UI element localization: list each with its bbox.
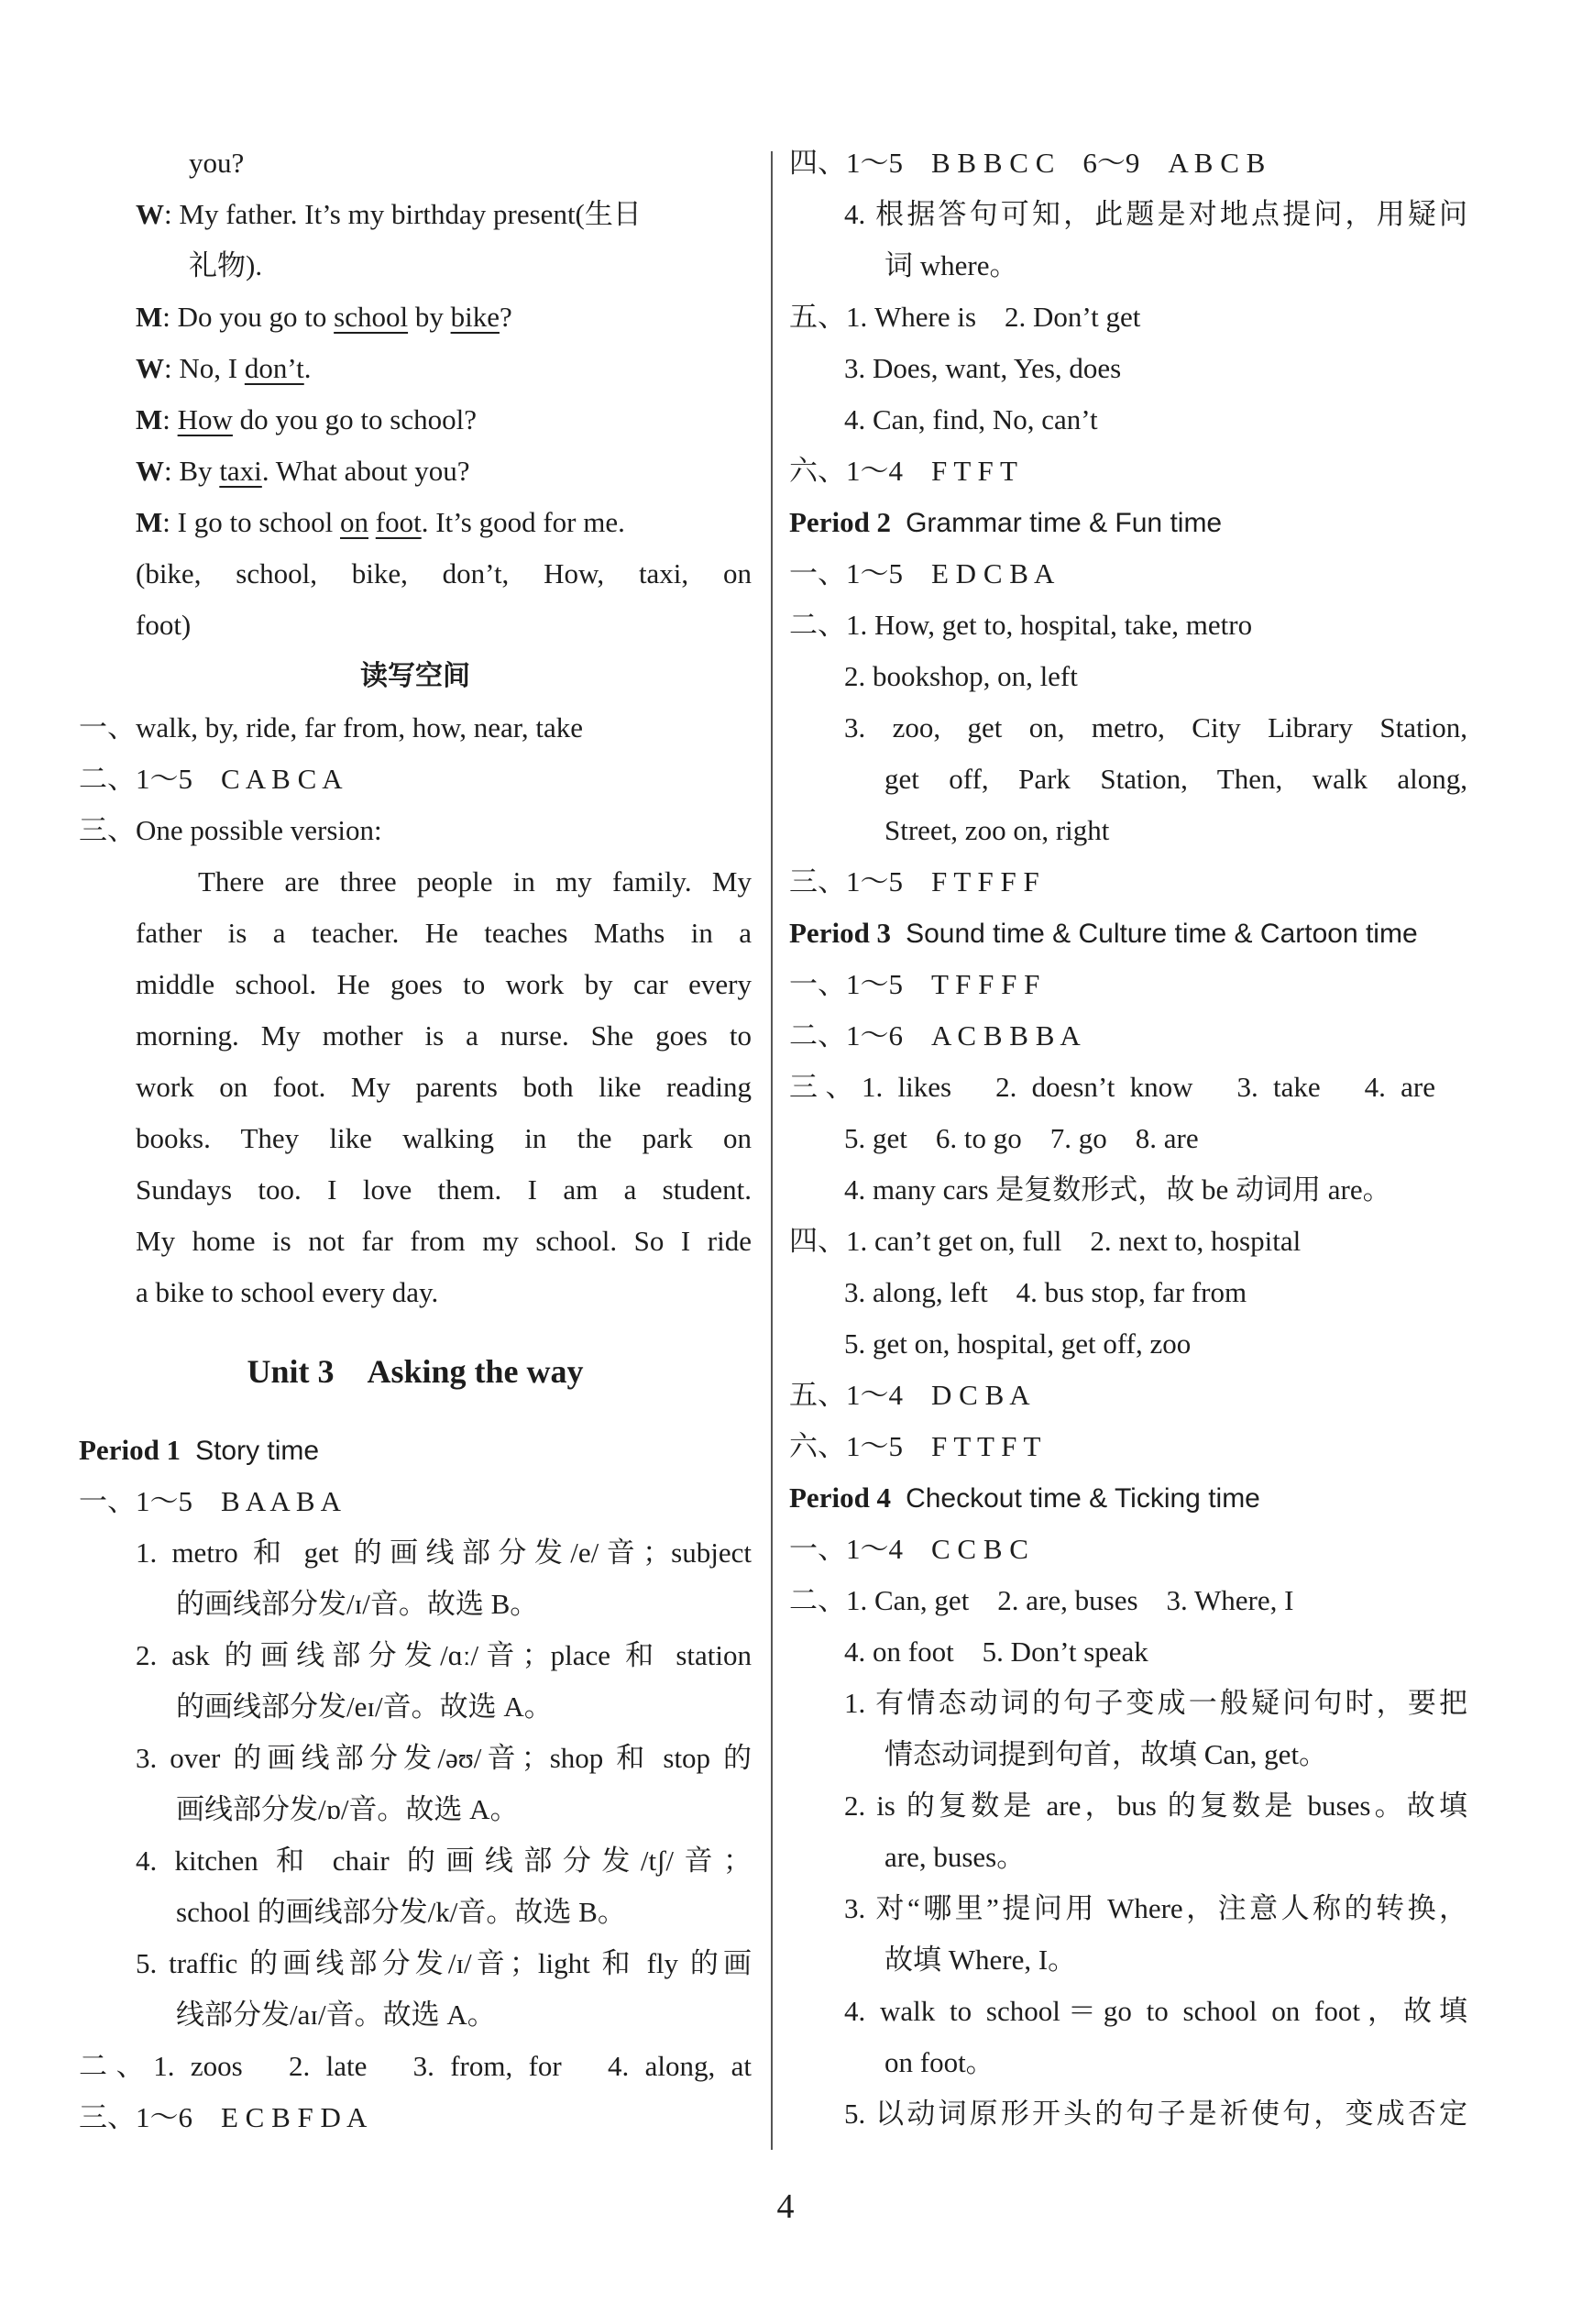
answer-line: 二、1. How, get to, hospital, take, metro <box>789 609 1253 641</box>
explanation-line: 5. 以动词原形开头的句子是祈使句，变成否定 <box>844 2098 1467 2130</box>
answer-line: 六、1～4 F T F T <box>789 455 1017 487</box>
explanation-line: school 的画线部分发/k/音。故选 B。 <box>176 1896 626 1928</box>
explanation-line: 4. kitchen 和 chair 的画线部分发/tʃ/音； <box>136 1845 752 1877</box>
essay-line: father is a teacher. He teaches Maths in a <box>136 917 752 949</box>
explanation-line: 4. walk to school＝go to school on foot，故填 <box>844 1995 1467 2027</box>
explanation-line: 线部分发/aɪ/音。故选 A。 <box>176 1999 496 2031</box>
answer-line: 五、1～4 D C B A <box>789 1379 1030 1411</box>
explanation-line: on foot。 <box>884 2046 994 2078</box>
answer-line: 三、1～5 F T F F F <box>789 865 1039 898</box>
explanation-line: 2. ask 的画线部分发/ɑː/音；place 和 station <box>136 1639 752 1671</box>
answer-line: 五、1. Where is 2. Don’t get <box>789 301 1141 333</box>
dialogue-line: M: I go to school on foot. It’s good for me. <box>136 506 625 538</box>
answer-line: 3. Does, want, Yes, does <box>844 352 1122 384</box>
explanation-line: 情态动词提到句首，故填 Can, get。 <box>884 1738 1328 1770</box>
essay-line: work on foot. My parents both like reading <box>136 1071 752 1103</box>
essay-line: My home is not far from my school. So I ride <box>136 1225 752 1257</box>
dialogue-line: M: Do you go to school by bike? <box>136 301 512 333</box>
dialogue-line: M: How do you go to school? <box>136 403 477 435</box>
explanation-line: 的画线部分发/ɪ/音。故选 B。 <box>176 1588 539 1620</box>
answer-line: 5. get on, hospital, get off, zoo <box>844 1327 1192 1360</box>
answer-line: 4. Can, find, No, can’t <box>844 403 1098 435</box>
column-divider <box>771 151 773 2150</box>
dialogue-line: you? <box>189 147 245 179</box>
essay-line: There are three people in my family. My <box>198 865 752 898</box>
period-heading: Period 3 Sound time & Culture time & Cartoon time <box>789 917 1418 949</box>
dialogue-answers: (bike, school, bike, don’t, How, taxi, on <box>136 557 752 589</box>
answer-line: 四、1. can’t get on, full 2. next to, hospital <box>789 1225 1302 1257</box>
explanation-line: 4. many cars 是复数形式，故 be 动词用 are。 <box>844 1173 1391 1206</box>
answer-line: 一、1～5 T F F F F <box>789 968 1040 1000</box>
answer-line: 六、1～5 F T T F T <box>789 1430 1041 1462</box>
answer-line: 一、walk, by, ride, far from, how, near, take <box>79 711 583 743</box>
answer-line: 2. bookshop, on, left <box>844 660 1078 692</box>
answer-line: 一、1～4 C C B C <box>789 1533 1028 1565</box>
period-heading: Period 4 Checkout time & Ticking time <box>789 1481 1260 1514</box>
answer-line: 5. get 6. to go 7. go 8. are <box>844 1122 1199 1154</box>
essay-line: morning. My mother is a nurse. She goes to <box>136 1019 752 1052</box>
answer-line: 二、1. Can, get 2. are, buses 3. Where, I <box>789 1584 1294 1616</box>
explanation-line: 词 where。 <box>884 249 1018 281</box>
answer-line: 二、1～6 A C B B B A <box>789 1019 1081 1052</box>
essay-line: books. They like walking in the park on <box>136 1122 752 1154</box>
explanation-line: 2. is 的复数是 are，bus 的复数是 buses。故填 <box>844 1790 1467 1822</box>
explanation-line: 1. metro 和 get 的画线部分发/e/音；subject <box>136 1536 752 1569</box>
dialogue-line: W: My father. It’s my birthday present(生日 <box>136 198 642 230</box>
explanation-line: 故填 Where, I。 <box>884 1944 1077 1976</box>
essay-line: Sundays too. I love them. I am a student. <box>136 1173 752 1206</box>
answer-line: 二、1. zoos 2. late 3. from, for 4. along, at <box>79 2050 752 2082</box>
dialogue-line: W: By taxi. What about you? <box>136 455 470 487</box>
answer-line: 三、1. likes 2. doesn’t know 3. take 4. are <box>789 1071 1435 1103</box>
answer-line: 一、1～5 E D C B A <box>789 557 1055 589</box>
answer-line: 二、1～5 C A B C A <box>79 763 343 795</box>
answer-line: 三、One possible version: <box>79 814 382 846</box>
explanation-line: 画线部分发/ɒ/音。故选 A。 <box>176 1793 519 1825</box>
explanation-line: are, buses。 <box>884 1841 1026 1873</box>
dialogue-line: W: No, I don’t. <box>136 352 312 384</box>
period-heading: Period 1 Story time <box>79 1434 320 1466</box>
explanation-line: 3. 对“哪里”提问用 Where，注意人称的转换， <box>844 1892 1467 1924</box>
explanation-line: 5. traffic 的画线部分发/ɪ/音；light 和 fly 的画 <box>136 1947 752 1979</box>
dialogue-answers: foot) <box>136 609 192 641</box>
unit-heading: Unit 3 Asking the way <box>247 1353 584 1390</box>
essay-line: middle school. He goes to work by car every <box>136 968 752 1000</box>
explanation-line: 4. 根据答句可知，此题是对地点提问，用疑问 <box>844 198 1467 230</box>
dialogue-line: 礼物). <box>189 249 263 281</box>
answer-line: Street, zoo on, right <box>884 814 1110 846</box>
page-number: 4 <box>776 2187 795 2226</box>
answer-line: 3. zoo, get on, metro, City Library Station, <box>844 711 1467 743</box>
explanation-line: 的画线部分发/eɪ/音。故选 A。 <box>176 1691 553 1723</box>
section-heading: 读写空间 <box>360 660 470 692</box>
answer-line: 四、1～5 B B B C C 6～9 A B C B <box>789 147 1266 179</box>
period-heading: Period 2 Grammar time & Fun time <box>789 506 1223 538</box>
answer-line: 三、1～6 E C B F D A <box>79 2101 368 2133</box>
answer-line: 一、1～5 B A A B A <box>79 1485 341 1517</box>
essay-line: a bike to school every day. <box>136 1276 439 1308</box>
explanation-line: 1. 有情态动词的句子变成一般疑问句时，要把 <box>844 1687 1467 1719</box>
answer-line: 3. along, left 4. bus stop, far from <box>844 1276 1247 1308</box>
explanation-line: 3. over 的画线部分发/əʊ/音；shop 和 stop 的 <box>136 1742 752 1774</box>
answer-line: 4. on foot 5. Don’t speak <box>844 1636 1148 1668</box>
answer-line: get off, Park Station, Then, walk along, <box>884 763 1467 795</box>
